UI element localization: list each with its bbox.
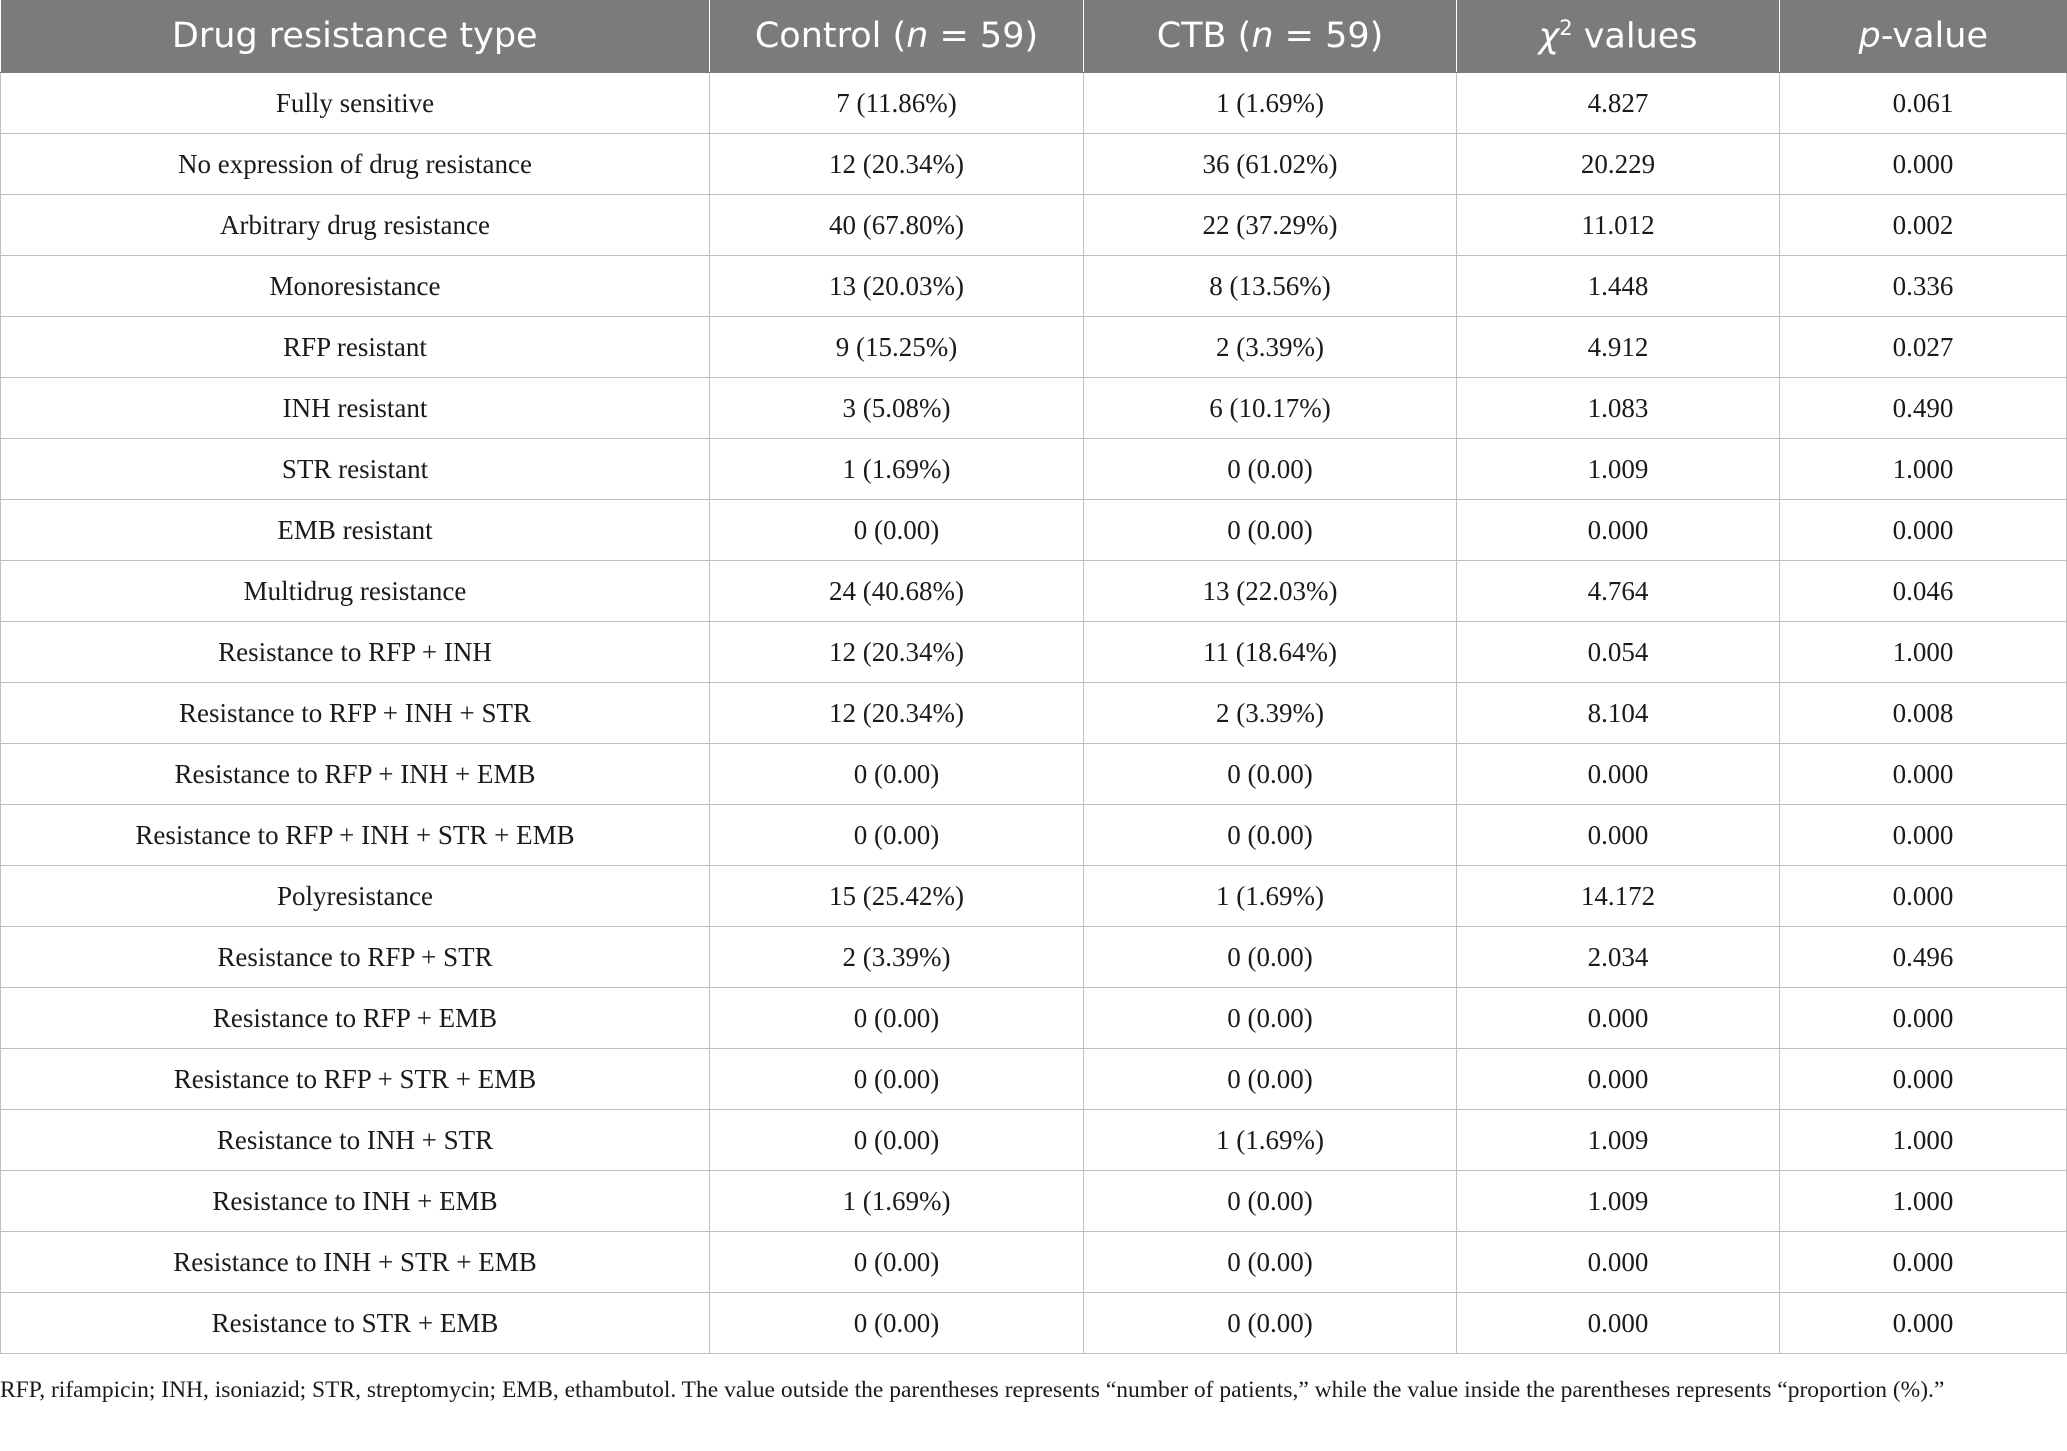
cell-control: 0 (0.00) bbox=[710, 744, 1084, 805]
cell-ctb: 2 (3.39%) bbox=[1084, 317, 1457, 378]
cell-p-value: 1.000 bbox=[1780, 1110, 2067, 1171]
table-row bbox=[1, 256, 2067, 317]
cell-ctb: 36 (61.02%) bbox=[1084, 134, 1457, 195]
cell-p-value: 0.336 bbox=[1780, 256, 2067, 317]
cell-control: 7 (11.86%) bbox=[710, 73, 1084, 134]
cell-ctb: 1 (1.69%) bbox=[1084, 1110, 1457, 1171]
cell-chi2-value: 0.000 bbox=[1457, 1293, 1780, 1354]
cell-chi2-value: 0.000 bbox=[1457, 805, 1780, 866]
header-p-suffix: -value bbox=[1880, 16, 1988, 56]
cell-ctb: 6 (10.17%) bbox=[1084, 378, 1457, 439]
cell-p-value: 0.490 bbox=[1780, 378, 2067, 439]
table-row bbox=[1, 1110, 2067, 1171]
cell-p-value: 1.000 bbox=[1780, 439, 2067, 500]
cell-ctb: 0 (0.00) bbox=[1084, 1049, 1457, 1110]
cell-ctb: 0 (0.00) bbox=[1084, 1232, 1457, 1293]
cell-control: 0 (0.00) bbox=[710, 1232, 1084, 1293]
cell-ctb: 2 (3.39%) bbox=[1084, 683, 1457, 744]
cell-chi2-value: 0.054 bbox=[1457, 622, 1780, 683]
cell-chi2-value: 0.000 bbox=[1457, 1232, 1780, 1293]
cell-chi2-value: 4.827 bbox=[1457, 73, 1780, 134]
cell-p-value: 0.046 bbox=[1780, 561, 2067, 622]
cell-chi2-value: 14.172 bbox=[1457, 866, 1780, 927]
cell-drug-resistance-type: No expression of drug resistance bbox=[1, 134, 710, 195]
table-row bbox=[1, 1232, 2067, 1293]
table-footnote: RFP, rifampicin; INH, isoniazid; STR, streptomycin; EMB, ethambutol. The value outside the parentheses represents “number of patients,” while the value inside the parentheses represents “proportion (%).” bbox=[0, 1377, 1945, 1403]
table-row bbox=[1, 622, 2067, 683]
cell-p-value: 0.000 bbox=[1780, 500, 2067, 561]
table-row bbox=[1, 988, 2067, 1049]
table-row bbox=[1, 683, 2067, 744]
cell-p-value: 0.002 bbox=[1780, 195, 2067, 256]
table-body bbox=[1, 73, 2067, 1354]
header-chi2-values bbox=[1457, 0, 1780, 73]
cell-ctb: 1 (1.69%) bbox=[1084, 73, 1457, 134]
cell-chi2-value: 1.009 bbox=[1457, 1171, 1780, 1232]
cell-p-value: 0.008 bbox=[1780, 683, 2067, 744]
table-row bbox=[1, 195, 2067, 256]
cell-chi2-value: 11.012 bbox=[1457, 195, 1780, 256]
cell-drug-resistance-type: Resistance to RFP + STR bbox=[1, 927, 710, 988]
cell-control: 1 (1.69%) bbox=[710, 439, 1084, 500]
header-ctb-n: n bbox=[1251, 16, 1274, 56]
cell-chi2-value: 20.229 bbox=[1457, 134, 1780, 195]
header-row bbox=[1, 0, 2067, 73]
cell-p-value: 0.061 bbox=[1780, 73, 2067, 134]
cell-drug-resistance-type: Resistance to INH + STR bbox=[1, 1110, 710, 1171]
header-ctb bbox=[1084, 0, 1457, 73]
cell-control: 0 (0.00) bbox=[710, 805, 1084, 866]
cell-p-value: 0.000 bbox=[1780, 744, 2067, 805]
cell-p-value: 0.000 bbox=[1780, 1232, 2067, 1293]
table-row bbox=[1, 378, 2067, 439]
cell-control: 1 (1.69%) bbox=[710, 1171, 1084, 1232]
cell-ctb: 0 (0.00) bbox=[1084, 744, 1457, 805]
cell-drug-resistance-type: Monoresistance bbox=[1, 256, 710, 317]
cell-drug-resistance-type: Resistance to RFP + EMB bbox=[1, 988, 710, 1049]
cell-chi2-value: 1.083 bbox=[1457, 378, 1780, 439]
cell-p-value: 0.000 bbox=[1780, 988, 2067, 1049]
cell-control: 13 (20.03%) bbox=[710, 256, 1084, 317]
cell-drug-resistance-type: Fully sensitive bbox=[1, 73, 710, 134]
table-row bbox=[1, 1049, 2067, 1110]
cell-control: 12 (20.34%) bbox=[710, 134, 1084, 195]
table-row bbox=[1, 500, 2067, 561]
cell-control: 24 (40.68%) bbox=[710, 561, 1084, 622]
cell-p-value: 0.000 bbox=[1780, 1049, 2067, 1110]
cell-p-value: 0.000 bbox=[1780, 866, 2067, 927]
cell-ctb: 0 (0.00) bbox=[1084, 500, 1457, 561]
table-row bbox=[1, 866, 2067, 927]
cell-drug-resistance-type: Resistance to RFP + INH + STR bbox=[1, 683, 710, 744]
cell-control: 0 (0.00) bbox=[710, 988, 1084, 1049]
cell-control: 0 (0.00) bbox=[710, 1049, 1084, 1110]
cell-ctb: 0 (0.00) bbox=[1084, 1293, 1457, 1354]
header-p-value bbox=[1780, 0, 2067, 73]
cell-drug-resistance-type: INH resistant bbox=[1, 378, 710, 439]
cell-p-value: 0.496 bbox=[1780, 927, 2067, 988]
cell-drug-resistance-type: Multidrug resistance bbox=[1, 561, 710, 622]
cell-chi2-value: 4.912 bbox=[1457, 317, 1780, 378]
cell-drug-resistance-type: Polyresistance bbox=[1, 866, 710, 927]
cell-p-value: 0.027 bbox=[1780, 317, 2067, 378]
cell-drug-resistance-type: Resistance to RFP + INH bbox=[1, 622, 710, 683]
cell-control: 40 (67.80%) bbox=[710, 195, 1084, 256]
cell-ctb: 0 (0.00) bbox=[1084, 988, 1457, 1049]
cell-chi2-value: 8.104 bbox=[1457, 683, 1780, 744]
cell-drug-resistance-type: Resistance to RFP + STR + EMB bbox=[1, 1049, 710, 1110]
cell-p-value: 0.000 bbox=[1780, 134, 2067, 195]
cell-ctb: 13 (22.03%) bbox=[1084, 561, 1457, 622]
header-chi-symbol: χ bbox=[1538, 16, 1560, 57]
cell-drug-resistance-type: Resistance to RFP + INH + EMB bbox=[1, 744, 710, 805]
header-control-suffix: = 59) bbox=[928, 16, 1039, 56]
cell-control: 3 (5.08%) bbox=[710, 378, 1084, 439]
cell-drug-resistance-type: Resistance to INH + STR + EMB bbox=[1, 1232, 710, 1293]
header-ctb-prefix: CTB ( bbox=[1156, 16, 1252, 56]
cell-drug-resistance-type: Resistance to RFP + INH + STR + EMB bbox=[1, 805, 710, 866]
cell-control: 2 (3.39%) bbox=[710, 927, 1084, 988]
cell-drug-resistance-type: STR resistant bbox=[1, 439, 710, 500]
header-p-letter: p bbox=[1858, 16, 1881, 56]
cell-chi2-value: 1.448 bbox=[1457, 256, 1780, 317]
cell-control: 12 (20.34%) bbox=[710, 683, 1084, 744]
header-drug-resistance-type: Drug resistance type bbox=[1, 0, 710, 73]
table-row bbox=[1, 73, 2067, 134]
cell-drug-resistance-type: RFP resistant bbox=[1, 317, 710, 378]
table-header bbox=[1, 0, 2067, 73]
table-row bbox=[1, 1171, 2067, 1232]
cell-chi2-value: 0.000 bbox=[1457, 744, 1780, 805]
cell-drug-resistance-type: Arbitrary drug resistance bbox=[1, 195, 710, 256]
header-chi-suffix: values bbox=[1572, 16, 1698, 57]
cell-drug-resistance-type: Resistance to INH + EMB bbox=[1, 1171, 710, 1232]
header-control-prefix: Control ( bbox=[754, 16, 907, 56]
cell-p-value: 1.000 bbox=[1780, 622, 2067, 683]
cell-control: 0 (0.00) bbox=[710, 1293, 1084, 1354]
cell-control: 9 (15.25%) bbox=[710, 317, 1084, 378]
cell-ctb: 0 (0.00) bbox=[1084, 927, 1457, 988]
header-control-n: n bbox=[906, 16, 929, 56]
cell-chi2-value: 1.009 bbox=[1457, 439, 1780, 500]
table-row bbox=[1, 744, 2067, 805]
cell-ctb: 0 (0.00) bbox=[1084, 439, 1457, 500]
cell-ctb: 0 (0.00) bbox=[1084, 805, 1457, 866]
cell-ctb: 8 (13.56%) bbox=[1084, 256, 1457, 317]
cell-control: 15 (25.42%) bbox=[710, 866, 1084, 927]
cell-ctb: 1 (1.69%) bbox=[1084, 866, 1457, 927]
cell-chi2-value: 1.009 bbox=[1457, 1110, 1780, 1171]
cell-ctb: 11 (18.64%) bbox=[1084, 622, 1457, 683]
cell-control: 12 (20.34%) bbox=[710, 622, 1084, 683]
cell-drug-resistance-type: EMB resistant bbox=[1, 500, 710, 561]
cell-chi2-value: 4.764 bbox=[1457, 561, 1780, 622]
table-row bbox=[1, 561, 2067, 622]
table-row bbox=[1, 927, 2067, 988]
header-ctb-suffix: = 59) bbox=[1273, 16, 1384, 56]
table-row bbox=[1, 1293, 2067, 1354]
table-row bbox=[1, 317, 2067, 378]
cell-control: 0 (0.00) bbox=[710, 1110, 1084, 1171]
cell-p-value: 0.000 bbox=[1780, 1293, 2067, 1354]
table-row bbox=[1, 134, 2067, 195]
header-control bbox=[710, 0, 1084, 73]
cell-control: 0 (0.00) bbox=[710, 500, 1084, 561]
cell-ctb: 0 (0.00) bbox=[1084, 1171, 1457, 1232]
cell-chi2-value: 2.034 bbox=[1457, 927, 1780, 988]
cell-chi2-value: 0.000 bbox=[1457, 1049, 1780, 1110]
cell-p-value: 0.000 bbox=[1780, 805, 2067, 866]
cell-chi2-value: 0.000 bbox=[1457, 988, 1780, 1049]
table-row bbox=[1, 805, 2067, 866]
header-chi-sup: 2 bbox=[1559, 15, 1573, 40]
table-row bbox=[1, 439, 2067, 500]
cell-ctb: 22 (37.29%) bbox=[1084, 195, 1457, 256]
cell-drug-resistance-type: Resistance to STR + EMB bbox=[1, 1293, 710, 1354]
cell-chi2-value: 0.000 bbox=[1457, 500, 1780, 561]
cell-p-value: 1.000 bbox=[1780, 1171, 2067, 1232]
